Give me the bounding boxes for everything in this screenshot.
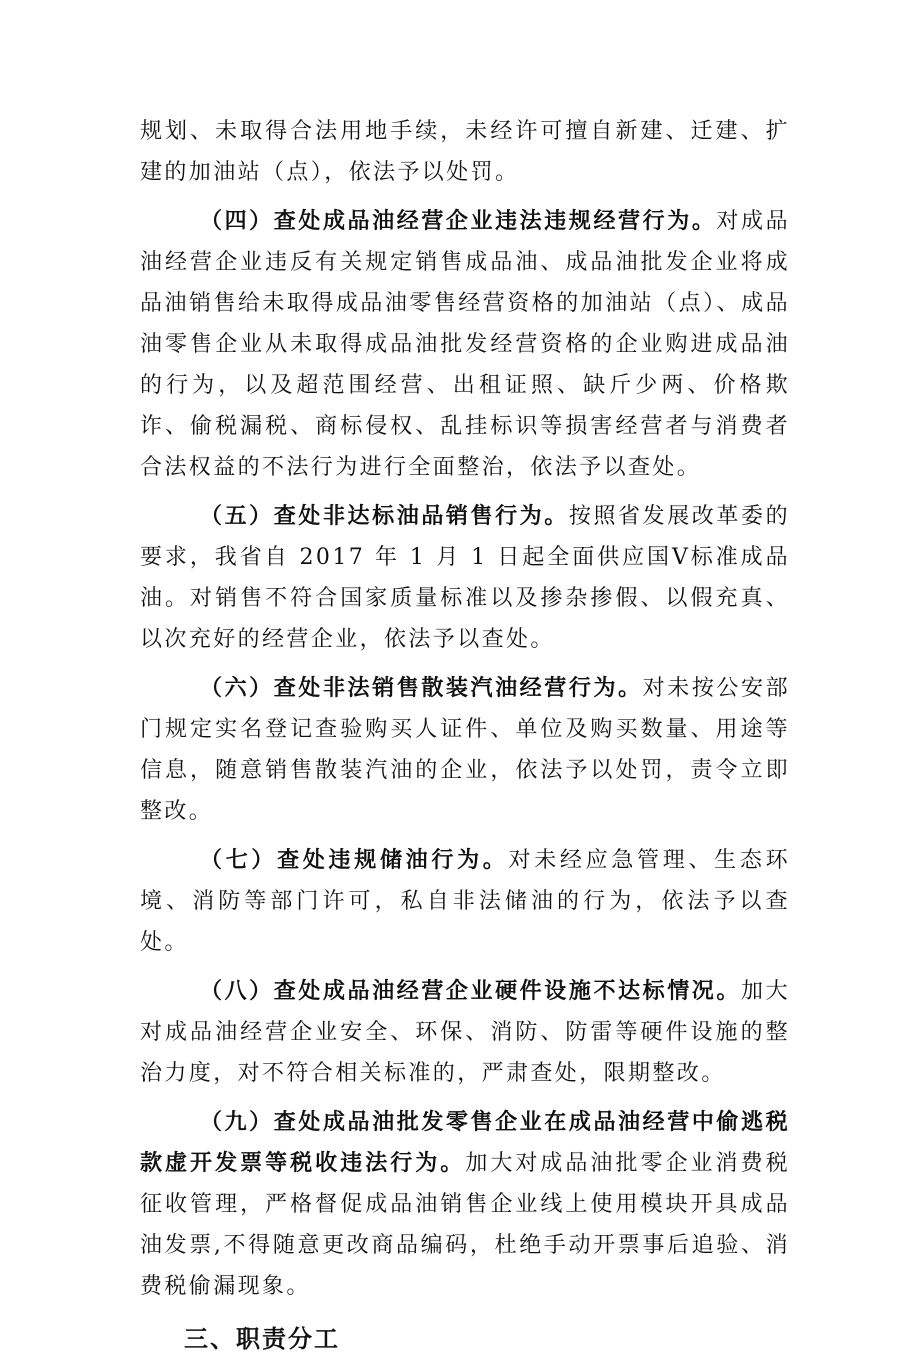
paragraph-item-9 (140, 1102, 790, 1307)
paragraph-text: 对未按公安部门规定实名登记查验购买人证件、单位及购买数量、用途等信息，随意销售散装汽油的企业，依法予以处罚，责令立即整改。 (140, 676, 790, 824)
item-heading: （四）查处成品油经营企业违法违规经营行为。 (200, 209, 717, 234)
paragraph-text: 规划、未取得合法用地手续，未经许可擅自新建、迁建、扩建的加油站（点），依法予以处罚。 (140, 119, 790, 185)
paragraph-item-4 (140, 201, 790, 488)
item-heading: （九）查处成品油批发零售企业在成品油经营中偷逃税款虚开发票等税收违法行为。 (140, 1110, 790, 1176)
item-heading: （七）查处违规储油行为。 (200, 848, 509, 873)
paragraph-text: 对未经应急管理、生态环境、消防等部门许可，私自非法储油的行为，依法予以查处。 (140, 848, 790, 955)
section-heading: 三、职责分工 (184, 1325, 340, 1353)
paragraph-text: 加大对成品油经营企业安全、环保、消防、防雷等硬件设施的整治力度，对不符合相关标准的，严肃查处，限期整改。 (140, 979, 790, 1086)
paragraph-continuation (140, 111, 790, 193)
paragraph-item-8 (140, 971, 790, 1094)
paragraph-text: 对成品油经营企业违反有关规定销售成品油、成品油批发企业将成品油销售给未取得成品油零售经营资格的加油站（点）、成品油零售企业从未取得成品油批发经营资格的企业购进成品油的行为，以及超范围经营、出租证照、缺斤少两、价格欺诈、偷税漏税、商标侵权、乱挂标识等损害经营者与消费者合法权益的不法行为进行全面整治，依法予以查处。 (140, 209, 791, 480)
paragraph-item-5 (140, 496, 790, 660)
paragraph-text: 加大对成品油批零企业消费税征收管理，严格督促成品油销售企业线上使用模块开具成品油发票,不得随意更改商品编码，杜绝手动开票事后追验、消费税偷漏现象。 (140, 1151, 790, 1299)
document-page (140, 111, 790, 1361)
paragraph-item-6 (140, 668, 790, 832)
paragraph-text: 按照省发展改革委的要求，我省自 2017 年 1 月 1 日起全面供应国Ⅴ标准成品油。对销售不符合国家质量标准以及掺杂掺假、以假充真、以次充好的经营企业，依法予以查处。 (140, 504, 790, 652)
item-heading: （八）查处成品油经营企业硬件设施不达标情况。 (200, 979, 741, 1004)
item-heading: （六）查处非法销售散装汽油经营行为。 (200, 676, 643, 701)
paragraph-item-7 (140, 840, 790, 963)
item-heading: （五）查处非达标油品销售行为。 (200, 504, 569, 529)
